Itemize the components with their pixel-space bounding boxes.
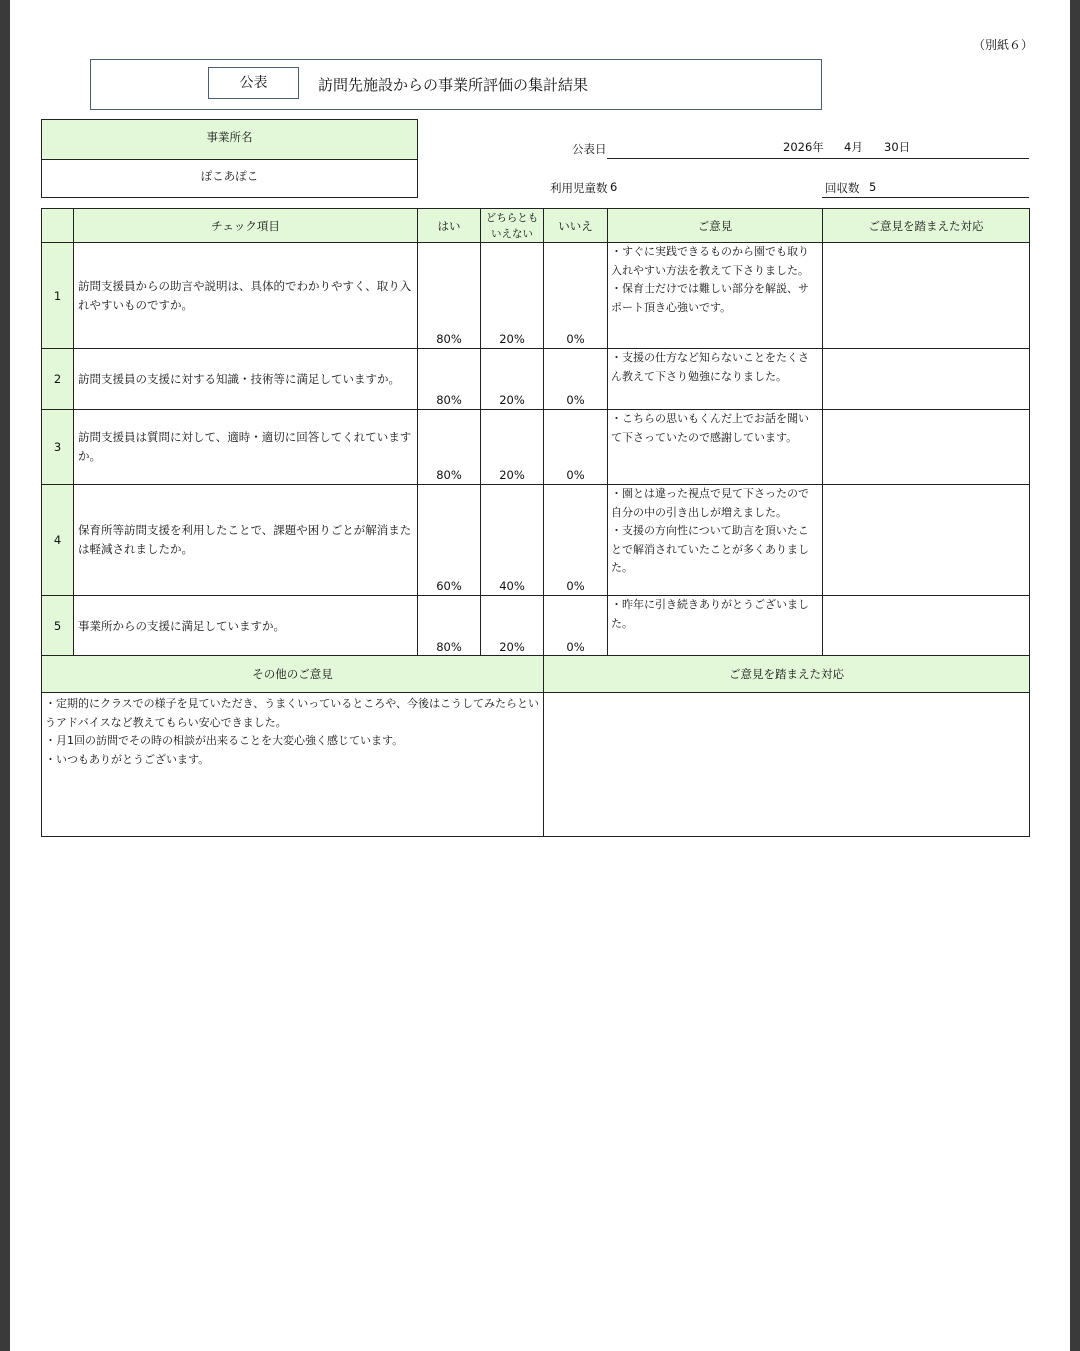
row-neither-percent: 20% — [481, 349, 544, 410]
row-response — [823, 596, 1030, 657]
row-yes-percent: 80% — [418, 349, 481, 410]
table-row — [42, 485, 1030, 596]
table-row — [42, 243, 1030, 349]
table-row — [42, 410, 1030, 485]
evaluation-table — [41, 208, 1030, 657]
row-no-percent: 0% — [544, 243, 608, 349]
row-opinion: ・すぐに実践できるものから園でも取り入れやすい方法を教えて下さりました。 ・保育士だけでは難しい部分を解説、サポート頂き心強いです。 — [608, 243, 823, 349]
other-content-row — [42, 693, 1030, 837]
row-number: 5 — [42, 596, 74, 657]
publication-year: 2026年 — [783, 140, 824, 154]
row-yes-percent: 80% — [418, 410, 481, 485]
other-opinions-table — [41, 655, 1030, 837]
office-name-label: 事業所名 — [41, 119, 418, 160]
publication-date-label: 公表日 — [572, 142, 607, 156]
row-opinion: ・園とは違った視点で見て下さったので自分の中の引き出しが増えました。 ・支援の方向性について助言を頂いたことで解消されていたことが多くありました。 — [608, 485, 823, 596]
header-opinion: ご意見 — [608, 209, 823, 243]
row-no-percent: 0% — [544, 485, 608, 596]
row-yes-percent: 80% — [418, 596, 481, 657]
row-number: 4 — [42, 485, 74, 596]
other-opinions-text: ・定期的にクラスでの様子を見ていただき、うまくいっているところや、今後はこうしてみたらというアドバイスなど教えてもらい安心できました。 ・月1回の訪問でその時の相談が出来ることを大変心強く感じています。 ・いつもありがとうございます。 — [42, 693, 544, 837]
returns-count-label: 回収数 — [825, 181, 860, 195]
header-check-item: チェック項目 — [74, 209, 418, 243]
office-name-value: ぽこあぽこ — [41, 159, 418, 198]
header-response: ご意見を踏まえた対応 — [823, 209, 1030, 243]
users-count-value: 6 — [610, 180, 618, 194]
row-no-percent: 0% — [544, 596, 608, 657]
header-neither: どちらとも いえない — [481, 209, 544, 243]
row-question: 保育所等訪問支援を利用したことで、課題や困りごとが解消または軽減されましたか。 — [74, 485, 418, 596]
row-opinion: ・昨年に引き続きありがとうございました。 — [608, 596, 823, 657]
header-no: いいえ — [544, 209, 608, 243]
appendix-label: （別紙６） — [973, 38, 1034, 52]
public-badge: 公表 — [208, 67, 299, 99]
row-response — [823, 485, 1030, 596]
row-response — [823, 410, 1030, 485]
row-response — [823, 349, 1030, 410]
row-question: 訪問支援員からの助言や説明は、具体的でわかりやすく、取り入れやすいものですか。 — [74, 243, 418, 349]
row-yes-percent: 60% — [418, 485, 481, 596]
publication-month: 4月 — [844, 140, 863, 154]
row-yes-percent: 80% — [418, 243, 481, 349]
row-question: 訪問支援員の支援に対する知識・技術等に満足していますか。 — [74, 349, 418, 410]
other-response-text — [544, 693, 1030, 837]
row-no-percent: 0% — [544, 410, 608, 485]
returns-count-value: 5 — [869, 180, 877, 194]
row-neither-percent: 40% — [481, 485, 544, 596]
header-yes: はい — [418, 209, 481, 243]
table-row — [42, 349, 1030, 410]
other-header-row — [42, 656, 1030, 693]
row-neither-percent: 20% — [481, 410, 544, 485]
row-number: 3 — [42, 410, 74, 485]
row-neither-percent: 20% — [481, 243, 544, 349]
row-number: 2 — [42, 349, 74, 410]
publication-day: 30日 — [884, 140, 911, 154]
page-title: 訪問先施設からの事業所評価の集計結果 — [318, 76, 589, 94]
other-opinions-header: その他のご意見 — [42, 656, 544, 693]
other-response-header: ご意見を踏まえた対応 — [544, 656, 1030, 693]
row-no-percent: 0% — [544, 349, 608, 410]
table-header-row — [42, 209, 1030, 243]
row-opinion: ・支援の仕方など知らないことをたくさん教えて下さり勉強になりました。 — [608, 349, 823, 410]
header-number-blank — [42, 209, 74, 243]
row-response — [823, 243, 1030, 349]
row-neither-percent: 20% — [481, 596, 544, 657]
table-row — [42, 596, 1030, 657]
publication-underline — [607, 158, 1029, 159]
returns-underline — [822, 197, 1029, 198]
users-count-label: 利用児童数 — [550, 181, 608, 195]
row-question: 訪問支援員は質問に対して、適時・適切に回答してくれていますか。 — [74, 410, 418, 485]
row-question: 事業所からの支援に満足していますか。 — [74, 596, 418, 657]
row-opinion: ・こちらの思いもくんだ上でお話を聞いて下さっていたので感謝しています。 — [608, 410, 823, 485]
document-page — [10, 0, 1070, 1351]
row-number: 1 — [42, 243, 74, 349]
